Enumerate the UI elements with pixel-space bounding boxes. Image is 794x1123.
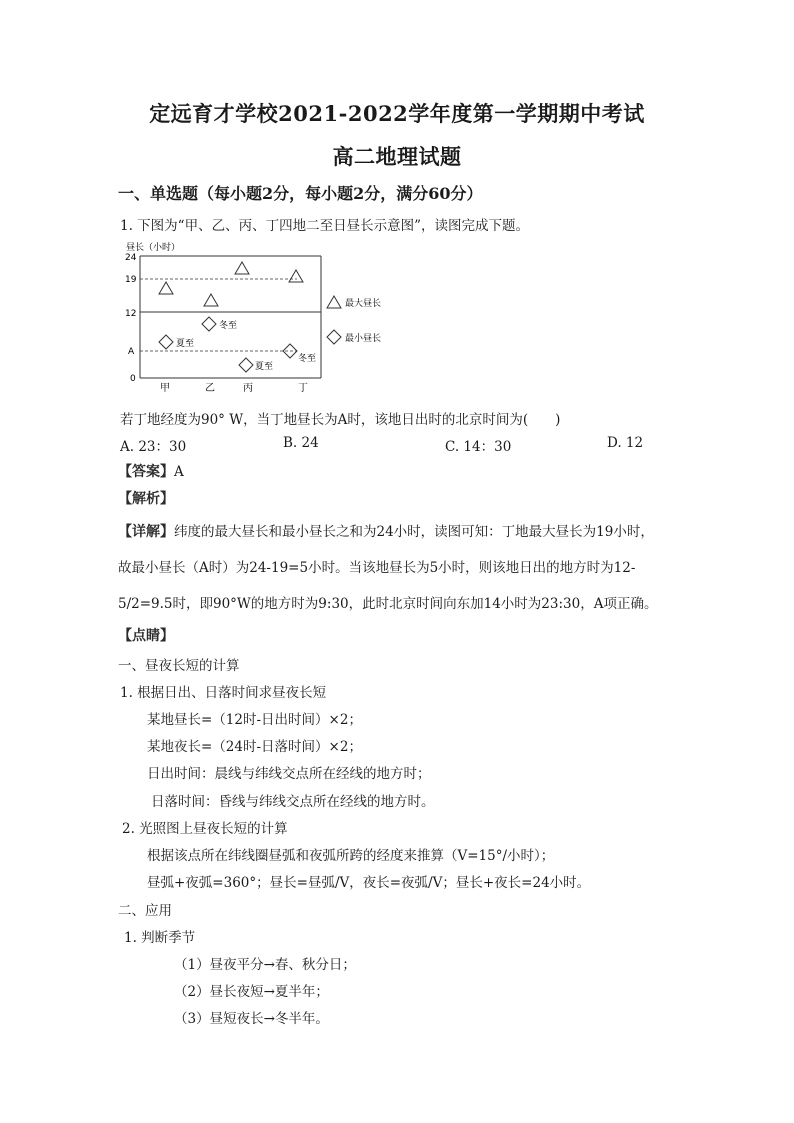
option-b: B. 24: [283, 435, 319, 451]
option-c: C. 14：30: [445, 439, 512, 455]
question-stem: 若丁地经度为90° W，当丁地昼长为A时，该地日出时的北京时间为( ): [120, 412, 561, 428]
daylength-figure: [112, 238, 412, 398]
season-summer-half: （2）昼长夜短→夏半年；: [174, 984, 329, 1000]
max-marker-bing: [235, 262, 249, 274]
max-marker-jia: [159, 282, 173, 294]
detail-text-1: 纬度的最大昼长和最小昼长之和为24小时，读图可知：丁地最大昼长为19小时，: [174, 524, 654, 540]
max-marker-yi: [204, 294, 218, 306]
section-heading: 一、单选题（每小题2分，每小题2分，满分60分）: [118, 184, 483, 203]
figure-ylabel: 昼长（小时）: [126, 243, 181, 253]
xtick-ding: 丁: [298, 383, 308, 394]
legend-min-label: 最小昼长: [345, 334, 382, 344]
legend-min-icon: [327, 330, 341, 344]
legend-max-icon: [327, 296, 341, 308]
tips-subheading-2: 2. 光照图上昼夜长短的计算: [122, 821, 288, 837]
xtick-jia: 甲: [160, 383, 170, 394]
tips-label: 【点睛】: [118, 628, 174, 644]
min-marker-yi: [202, 317, 216, 331]
tips-heading-2: 二、应用: [118, 903, 172, 919]
ytick-a: A: [128, 347, 135, 357]
answer-row: [118, 461, 184, 481]
detail-line-1: [118, 520, 654, 541]
answer-value: A: [174, 464, 184, 480]
exam-title: 定远育才学校2021-2022学年度第一学期期中考试: [149, 101, 645, 126]
legend-max-label: 最大昼长: [345, 299, 382, 309]
season-winter-half: （3）昼短夜长→冬半年。: [174, 1011, 329, 1027]
detail-line-3: 5/2=9.5时，即90°W的地方时为9:30，此时北京时间向东加14小时为23:30，A项正确。: [118, 596, 658, 612]
ytick-0: 0: [130, 374, 136, 384]
formula-arc-relations: 昼弧+夜弧=360°；昼长=昼弧/V，夜长=夜弧/V；昼长+夜长=24小时。: [147, 875, 591, 891]
min-marker-bing: [239, 358, 253, 372]
min-marker-jia: [159, 335, 173, 349]
formula-day-length: 某地昼长=（12时-日出时间）×2；: [147, 712, 362, 728]
answer-label: 【答案】: [118, 464, 174, 480]
tips-subheading-1: 1. 根据日出、日落时间求昼夜长短: [120, 685, 327, 701]
formula-arc-method: 根据该点所在纬线圈昼弧和夜弧所跨的经度来推算（V=15°/小时）；: [147, 848, 555, 864]
max-marker-ding: [289, 270, 303, 282]
analysis-label: 【解析】: [118, 491, 174, 507]
option-d: D. 12: [607, 435, 644, 451]
tips-heading-1: 一、昼夜长短的计算: [118, 658, 240, 674]
xtick-bing: 丙: [243, 383, 253, 394]
option-a: A. 23：30: [120, 439, 187, 455]
label-jia-summer: 夏至: [176, 339, 195, 349]
formula-sunrise: 日出时间：晨线与纬线交点所在经线的地方时；: [147, 766, 431, 782]
ytick-12: 12: [125, 309, 137, 319]
season-equinox: （1）昼夜平分→春、秋分日；: [174, 957, 356, 973]
label-ding-winter: 冬至: [298, 354, 317, 364]
tips-subheading-3: 1. 判断季节: [124, 930, 196, 946]
exam-subtitle: 高二地理试题: [332, 144, 462, 169]
ytick-19: 19: [125, 275, 137, 285]
xtick-yi: 乙: [205, 383, 215, 394]
formula-night-length: 某地夜长=（24时-日落时间）×2；: [147, 739, 362, 755]
detail-line-2: 故最小昼长（A时）为24-19=5小时。当该地昼长为5小时，则该地日出的地方时为12-: [118, 560, 636, 576]
formula-sunset: 日落时间：昏线与纬线交点所在经线的地方时。: [151, 794, 435, 810]
label-yi-winter: 冬至: [219, 321, 238, 331]
ytick-24: 24: [125, 253, 137, 263]
label-bing-summer: 夏至: [255, 362, 274, 372]
detail-label: 【详解】: [118, 524, 174, 540]
question-intro: 1. 下图为“甲、乙、丙、丁四地二至日昼长示意图”，读图完成下题。: [120, 218, 529, 234]
